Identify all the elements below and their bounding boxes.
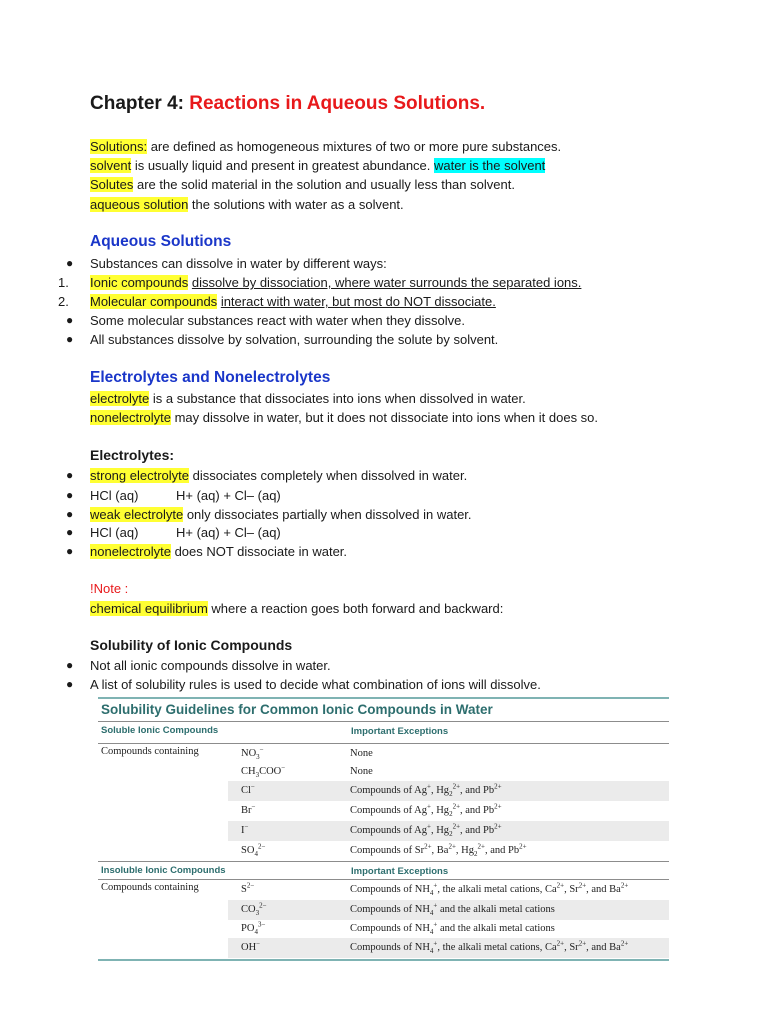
equation-left: HCl (aq) [90, 525, 139, 540]
ion: $SO_4^{2-}$ [241, 842, 266, 859]
term: aqueous solution [90, 197, 189, 212]
table-row [228, 762, 669, 782]
list-item: Substances can dissolve in water by different ways: [90, 256, 387, 271]
ion: $CH_3COO^-$ [241, 763, 286, 780]
section-electro-title: Electrolytes and Nonelectrolytes [90, 369, 331, 386]
note-label: !Note : [90, 581, 129, 596]
section-aqueous-title: Aqueous Solutions [90, 233, 232, 250]
page-title [90, 93, 485, 115]
exception: Compounds of $NH_4^+$, the alkali metal cations, $Ca^{2+}$, $Sr^{2+}$, and $Ba^{2+}$ [350, 939, 629, 956]
exception: Compounds of $NH_4^+$ and the alkali metal cations [350, 920, 555, 937]
table-row [228, 900, 669, 920]
compounds-containing-label: Compounds containing [101, 882, 199, 893]
list-number: 2. [58, 294, 69, 309]
exception: None [350, 766, 373, 777]
bullet-icon: ● [66, 658, 74, 672]
table-row [228, 744, 669, 764]
bullet-icon: ● [66, 677, 74, 691]
list-item: All substances dissolve by solvation, surrounding the solute by solvent. [90, 332, 499, 347]
list-item: Some molecular substances react with water when they dissolve. [90, 313, 466, 328]
equation-right: H+ (aq) + Cl– (aq) [176, 488, 281, 503]
bullet-icon: ● [66, 313, 74, 327]
exception: Compounds of Ag+, $Hg_2^{2+}$, and $Pb^{2+}$ [350, 822, 502, 839]
ion: $PO_4^{3-}$ [241, 920, 266, 937]
exception: Compounds of $NH_4^+$ and the alkali metal cations [350, 901, 555, 918]
ion: $NO_3^-$ [241, 745, 264, 762]
intro-line-2: solvent is usually liquid and present in greatest abundance. water is the solvent [90, 158, 546, 173]
table-row [228, 801, 669, 821]
bullet-icon: ● [66, 507, 74, 521]
intro-line-3: Solutes are the solid material in the solution and usually less than solvent. [90, 177, 515, 192]
bullet-icon: ● [66, 468, 74, 482]
exceptions-header: Important Exceptions [351, 866, 449, 877]
list-number: 1. [58, 275, 69, 290]
intro-line-4: aqueous solution the solutions with water as a solvent. [90, 197, 404, 212]
equation-left: HCl (aq) [90, 488, 139, 503]
table-row [228, 781, 669, 801]
table-rule [98, 721, 669, 722]
table-bottom-rule [98, 959, 669, 961]
soluble-header: Soluble Ionic Compounds [101, 725, 219, 736]
exception: Compounds of $NH_4^+$, the alkali metal cations, $Ca^{2+}$, $Sr^{2+}$, and $Ba^{2+}$ [350, 881, 629, 898]
ion: $CO_3^{2-}$ [241, 901, 267, 918]
bullet-icon: ● [66, 332, 74, 346]
definition-line: electrolyte is a substance that dissociates into ions when dissolved in water. [90, 391, 526, 406]
compounds-containing-label: Compounds containing [101, 746, 199, 757]
note-line: chemical equilibrium where a reaction goes both forward and backward: [90, 601, 504, 616]
bullet-icon: ● [66, 256, 74, 270]
ion: $S^{2-}$ [241, 881, 255, 895]
section-solubility-title: Solubility of Ionic Compounds [90, 637, 293, 653]
ion: I− [241, 822, 249, 836]
chapter-prefix: Chapter 4: [90, 93, 184, 114]
exceptions-header: Important Exceptions [351, 726, 449, 737]
ion: Cl− [241, 782, 255, 796]
list-item: Molecular compounds interact with water, but most do NOT dissociate. [90, 294, 496, 309]
table-row [228, 821, 669, 841]
ion: OH− [241, 939, 261, 953]
intro-line-1: Solutions: are defined as homogeneous mixtures of two or more pure substances. [90, 139, 562, 154]
exception: Compounds of Ag+, $Hg_2^{2+}$, and $Pb^{2+}$ [350, 802, 502, 819]
list-item: Ionic compounds dissolve by dissociation, where water surrounds the separated ions. [90, 275, 582, 290]
exception: None [350, 748, 373, 759]
highlight-cyan: water is the solvent [434, 158, 546, 173]
chapter-title: Reactions in Aqueous Solutions. [189, 93, 486, 114]
exception: Compounds of $Sr^{2+}$, $Ba^{2+}$, $Hg_2^{2+}$, and $Pb^{2+}$ [350, 842, 527, 859]
bullet-icon: ● [66, 525, 74, 539]
term: Solutes [90, 177, 134, 192]
ion: Br− [241, 802, 256, 816]
table-top-rule [98, 697, 669, 699]
list-item: A list of solubility rules is used to decide what combination of ions will dissolve. [90, 677, 541, 692]
exception: Compounds of Ag+, $Hg_2^{2+}$, and $Pb^{2+}$ [350, 782, 502, 799]
list-item: weak electrolyte only dissociates partially when dissolved in water. [90, 507, 472, 522]
list-item: strong electrolyte dissociates completely when dissolved in water. [90, 468, 468, 483]
table-row [228, 919, 669, 939]
section-electrolytes-title: Electrolytes: [90, 447, 175, 463]
bullet-icon: ● [66, 544, 74, 558]
list-item: nonelectrolyte does NOT dissociate in water. [90, 544, 348, 559]
table-rule [98, 861, 669, 862]
list-item: Not all ionic compounds dissolve in water. [90, 658, 331, 673]
table-row [228, 880, 669, 900]
table-row [228, 841, 669, 861]
table-row [228, 938, 669, 958]
term: solvent [90, 158, 132, 173]
solubility-table [98, 697, 669, 961]
table-title: Solubility Guidelines for Common Ionic Compounds in Water [101, 702, 493, 717]
definition-line: nonelectrolyte may dissolve in water, but it does not dissociate into ions when it does so. [90, 410, 599, 425]
equation-right: H+ (aq) + Cl– (aq) [176, 525, 281, 540]
insoluble-header: Insoluble Ionic Compounds [101, 865, 226, 876]
bullet-icon: ● [66, 488, 74, 502]
term: Solutions: [90, 139, 148, 154]
